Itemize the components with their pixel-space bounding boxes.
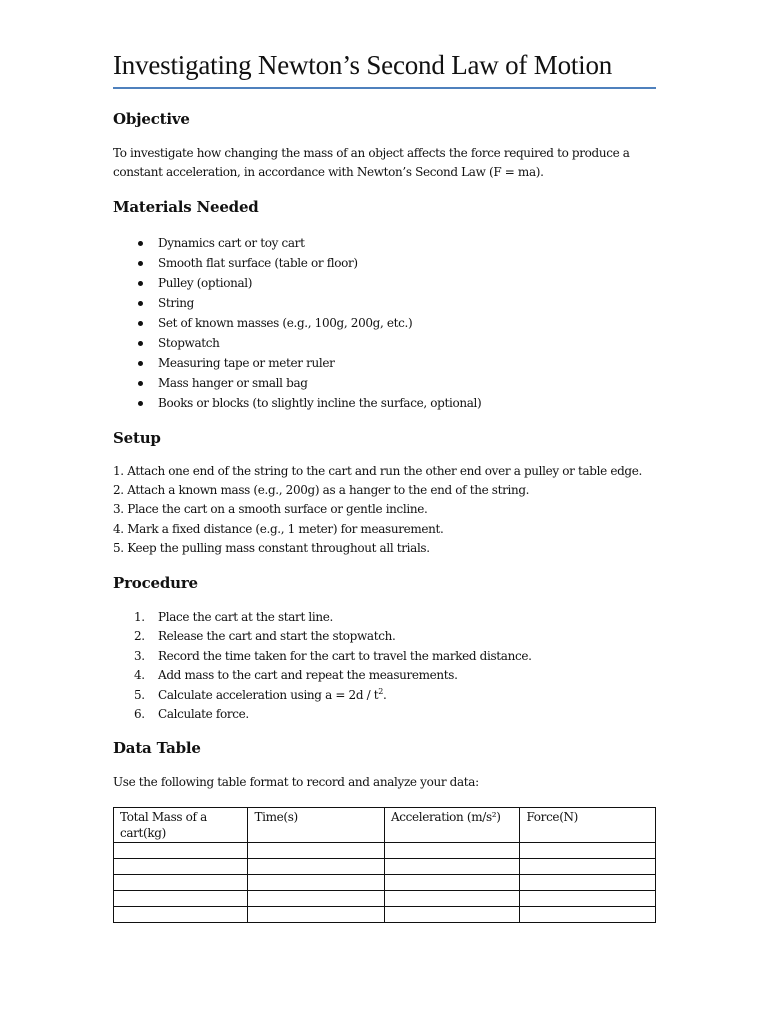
setup-heading: Setup <box>113 429 161 447</box>
materials-list <box>113 233 481 413</box>
list-item: Books or blocks (to slightly incline the surface, optional) <box>113 393 481 413</box>
step-number: 4. <box>134 668 145 683</box>
objective-text: To investigate how changing the mass of an object affects the force required to produce a constant acceleration, in accordance with Newton’s Second Law (F = ma). <box>113 146 630 179</box>
step-number: 1. <box>134 610 145 624</box>
list-item <box>113 647 532 666</box>
table-row <box>114 875 656 891</box>
column-header-time: Time(s) <box>248 808 385 843</box>
setup-step: 2. Attach a known mass (e.g., 200g) as a hanger to the end of the string. <box>113 483 530 498</box>
exponent: 2 <box>378 686 384 696</box>
table-row <box>114 891 656 907</box>
table-cell <box>248 859 385 875</box>
column-header-force: Force(N) <box>520 808 656 843</box>
title-underline <box>113 87 656 89</box>
table-cell <box>520 907 656 923</box>
objective-heading: Objective <box>113 110 190 128</box>
table-cell <box>114 859 248 875</box>
list-item: Pulley (optional) <box>113 273 481 293</box>
table-cell <box>520 891 656 907</box>
table-cell <box>384 907 520 923</box>
table-body <box>114 843 656 923</box>
table-cell <box>248 843 385 859</box>
data-table <box>113 807 656 923</box>
table-cell <box>384 875 520 891</box>
table-header-row <box>114 808 656 843</box>
table-cell <box>384 843 520 859</box>
table-row <box>114 907 656 923</box>
list-item: Mass hanger or small bag <box>113 373 481 393</box>
table-cell <box>384 891 520 907</box>
setup-step: 4. Mark a fixed distance (e.g., 1 meter) for measurement. <box>113 521 444 536</box>
list-item <box>113 666 532 685</box>
list-item: Dynamics cart or toy cart <box>113 233 481 253</box>
list-item: String <box>113 293 481 313</box>
procedure-list <box>113 608 532 724</box>
procedure-heading: Procedure <box>113 574 198 592</box>
table-cell <box>248 907 385 923</box>
step-number: 2. <box>134 629 145 644</box>
setup-steps <box>113 462 642 558</box>
list-item <box>113 627 532 646</box>
step-text: Release the cart and start the stopwatch. <box>158 629 396 644</box>
data-table-intro: Use the following table format to record and analyze your data: <box>113 775 479 789</box>
data-table-heading: Data Table <box>113 739 201 757</box>
list-item <box>113 608 532 627</box>
column-header-acceleration: Acceleration (m/s²) <box>384 808 520 843</box>
column-header-mass: Total Mass of a cart(kg) <box>114 808 248 843</box>
list-item: Measuring tape or meter ruler <box>113 353 481 373</box>
table-cell <box>248 891 385 907</box>
table-row <box>114 859 656 875</box>
table-cell <box>520 859 656 875</box>
list-item <box>113 686 532 705</box>
step-text: Record the time taken for the cart to travel the marked distance. <box>158 648 532 663</box>
table-cell <box>114 843 248 859</box>
step-text: Calculate acceleration using a = 2d / t <box>158 687 379 702</box>
step-number: 6. <box>134 706 145 721</box>
page-title: Investigating Newton’s Second Law of Motion <box>113 50 613 80</box>
table-cell <box>520 875 656 891</box>
step-tail: . <box>383 687 387 702</box>
table-cell <box>114 891 248 907</box>
table-row <box>114 843 656 859</box>
list-item: Set of known masses (e.g., 100g, 200g, etc.) <box>113 313 481 333</box>
list-item <box>113 705 532 724</box>
table-cell <box>114 907 248 923</box>
step-text: Calculate force. <box>158 706 249 721</box>
table-cell <box>248 875 385 891</box>
setup-step: 1. Attach one end of the string to the cart and run the other end over a pulley or table edge. <box>113 464 642 478</box>
step-number: 3. <box>134 648 145 663</box>
table-cell <box>114 875 248 891</box>
step-text: Place the cart at the start line. <box>158 610 333 624</box>
table-cell <box>384 859 520 875</box>
setup-step: 5. Keep the pulling mass constant throughout all trials. <box>113 540 430 555</box>
table-cell <box>520 843 656 859</box>
list-item: Smooth flat surface (table or floor) <box>113 253 481 273</box>
step-number: 5. <box>134 687 145 702</box>
list-item: Stopwatch <box>113 333 481 353</box>
step-text: Add mass to the cart and repeat the measurements. <box>158 668 458 683</box>
materials-heading: Materials Needed <box>113 198 259 216</box>
setup-step: 3. Place the cart on a smooth surface or gentle incline. <box>113 502 428 517</box>
